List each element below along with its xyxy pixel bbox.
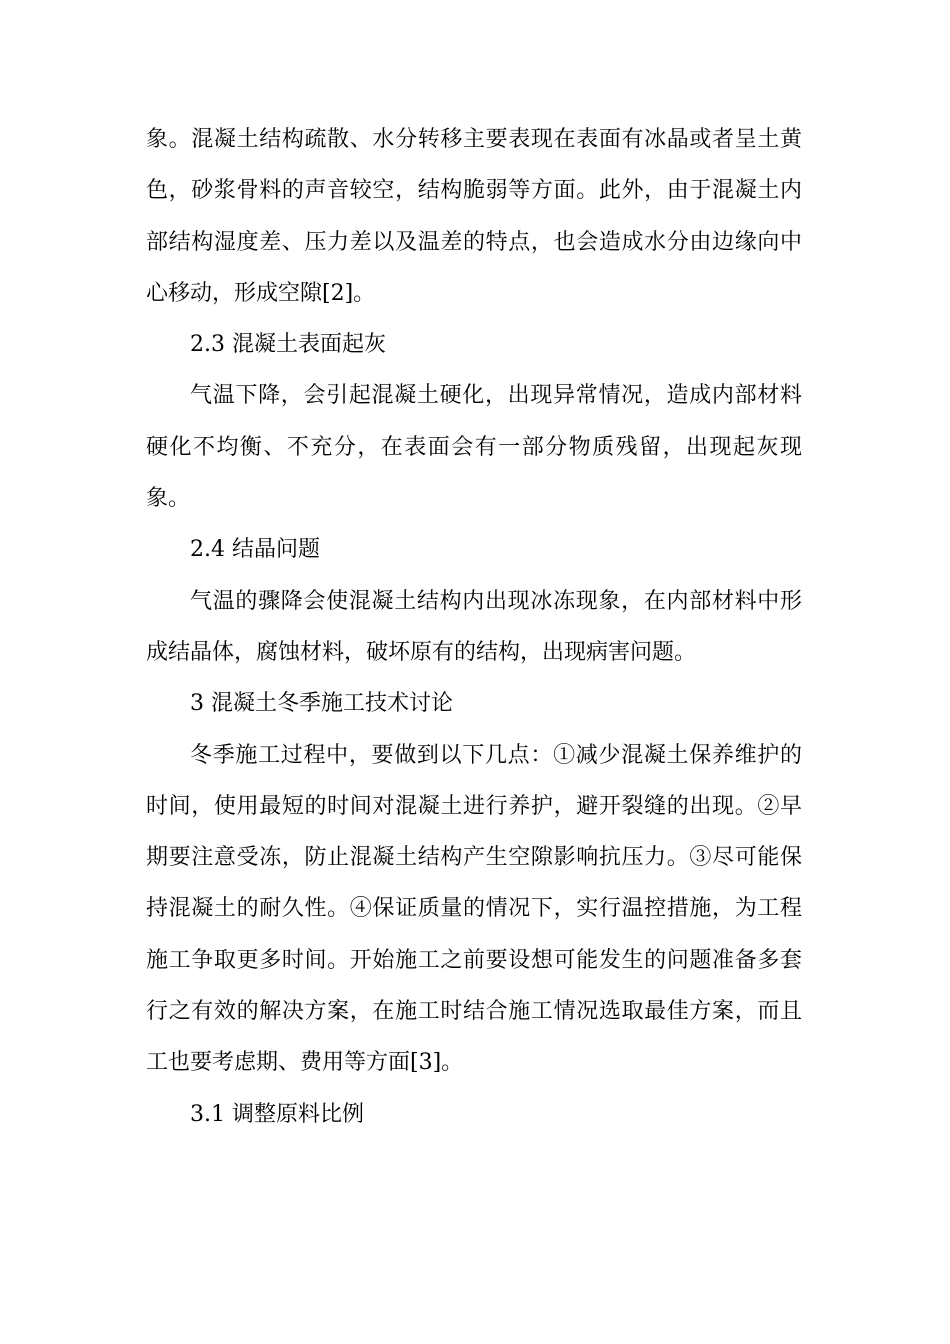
paragraph-structure-defects: 象。混凝土结构疏散、水分转移主要表现在表面有冰晶或者呈土黄色，砂浆骨料的声音较空，结构脆弱等方面。此外，由于混凝土内部结构湿度差、压力差以及温差的特点，也会造成水分由边缘向中心移动，形成空隙[2]。 (146, 127, 802, 306)
section-heading-2-3: 2.3 混凝土表面起灰 (190, 332, 386, 358)
paragraph-winter-construction: 冬季施工过程中，要做到以下几点：①减少混凝土保养维护的时间，使用最短的时间对混凝土进行养护，避开裂缝的出现。②早期要注意受冻，防止混凝土结构产生空隙影响抗压力。③尽可能保持混凝土的耐久性。④保证质量的情况下，实行温控措施，为工程施工争取更多时间。开始施工之前要设想可能发生的问题准备多套行之有效的解决方案，在施工时结合施工情况选取最佳方案，而且工也要考虑期、费用等方面[3]。 (146, 742, 802, 1076)
section-heading-3: 3 混凝土冬季施工技术讨论 (190, 691, 453, 717)
section-heading-3-1: 3.1 调整原料比例 (190, 1101, 364, 1127)
section-heading-2-4: 2.4 结晶问题 (190, 537, 320, 563)
document-body (146, 114, 802, 1140)
paragraph-crystallization: 气温的骤降会使混凝土结构内出现冰冻现象，在内部材料中形成结晶体，腐蚀材料，破坏原有的结构，出现病害问题。 (146, 588, 802, 665)
paragraph-surface-dusting: 气温下降，会引起混凝土硬化，出现异常情况，造成内部材料硬化不均衡、不充分，在表面会有一部分物质残留，出现起灰现象。 (146, 383, 802, 512)
